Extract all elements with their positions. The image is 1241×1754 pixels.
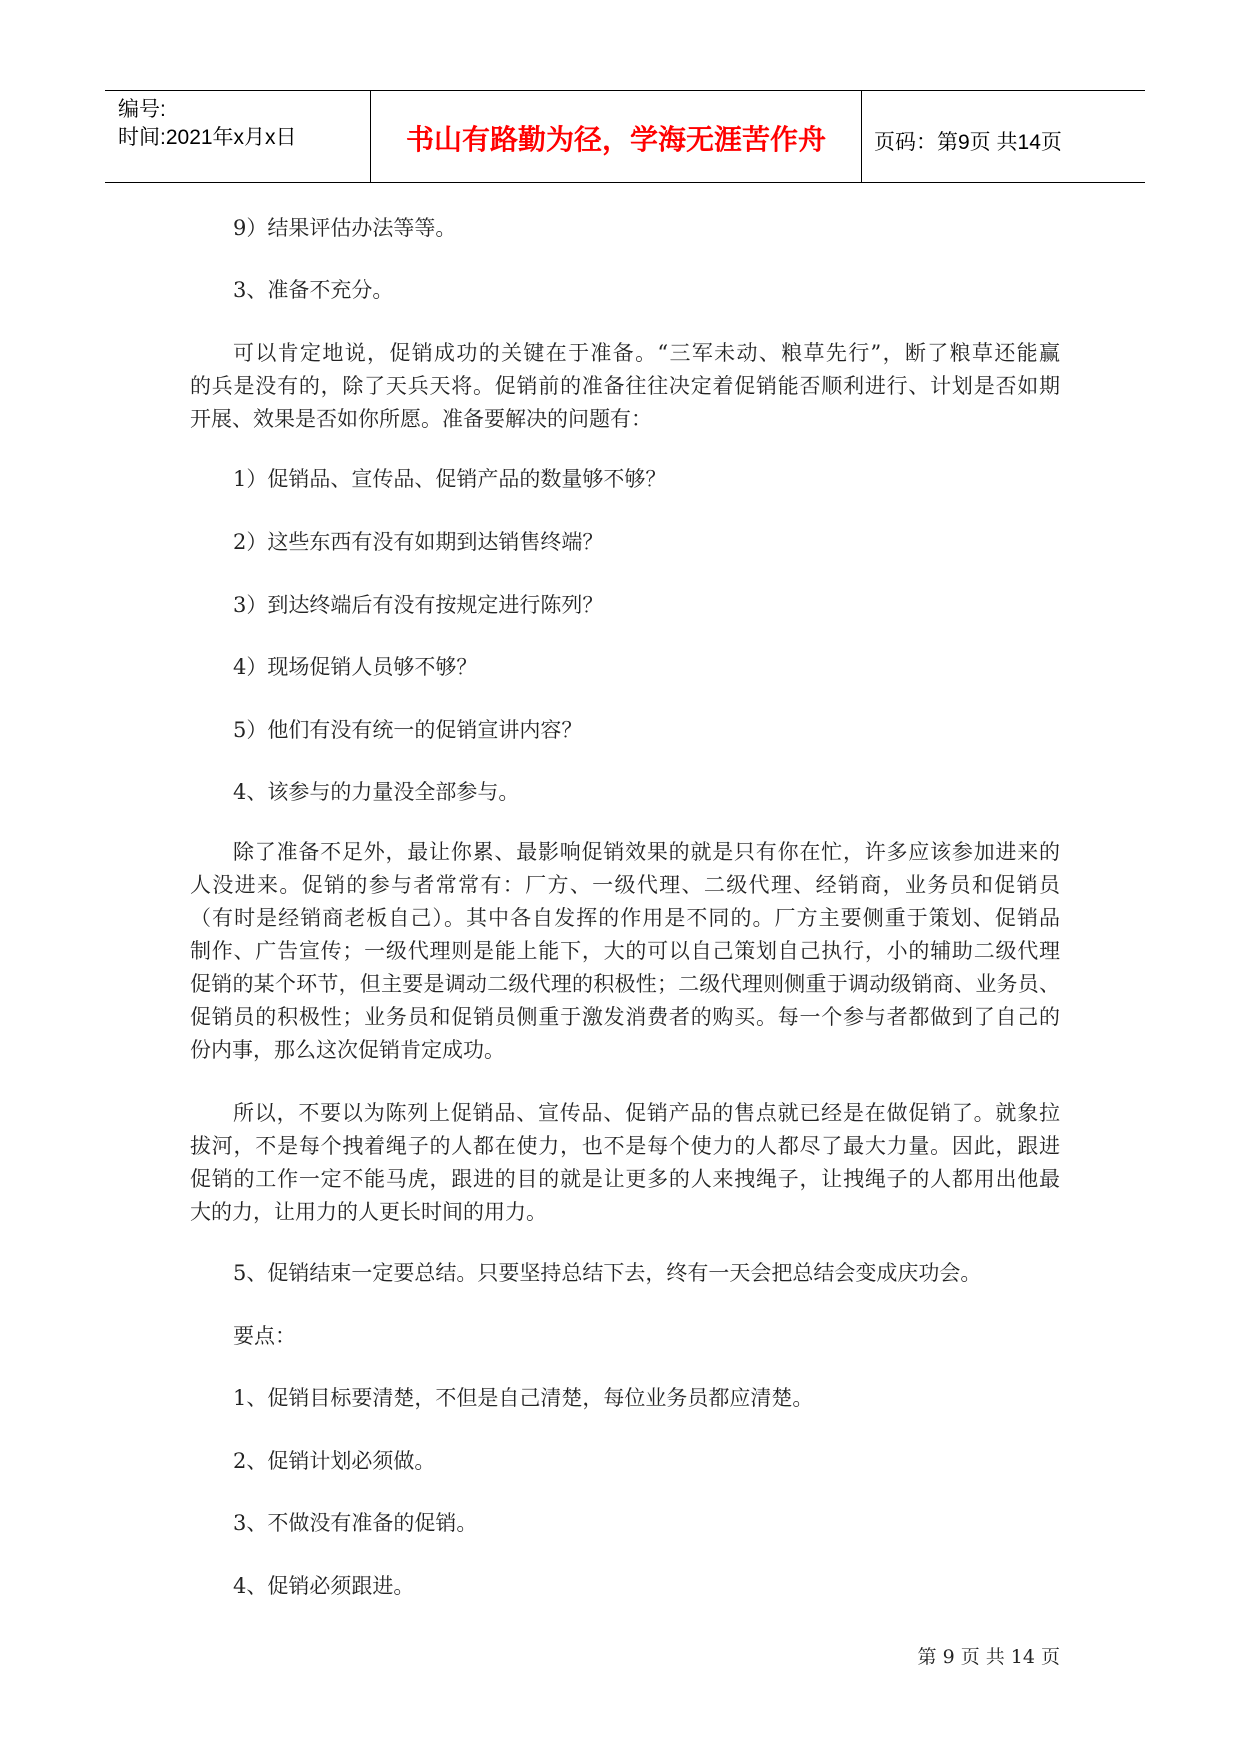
paragraph-line: 大的力，让用力的人更长时间的用力。 — [190, 1200, 547, 1224]
paragraph-line: 的兵是没有的，除了天兵天将。促销前的准备往往决定着促销能否顺利进行、计划是否如期 — [190, 374, 1060, 398]
paragraph-tug-of-war — [190, 1101, 1060, 1233]
section-heading: 5、促销结束一定要总结。只要坚持总结下去，终有一天会把总结会变成庆功会。 — [233, 1261, 982, 1285]
paragraph-line: 促销员的积极性；业务员和促销员侧重于激发消费者的购买。每一个参与者都做到了自己的 — [190, 1005, 1060, 1029]
list-item: 4、促销必须跟进。 — [233, 1574, 415, 1598]
list-item: 2、促销计划必须做。 — [233, 1449, 436, 1473]
list-item: 1、促销目标要清楚，不但是自己清楚，每位业务员都应清楚。 — [233, 1386, 814, 1410]
key-points-label: 要点： — [233, 1324, 296, 1348]
header-top-border — [105, 90, 1145, 91]
paragraph-preparation — [190, 341, 1060, 440]
paragraph-line: 份内事，那么这次促销肯定成功。 — [190, 1038, 505, 1062]
page-footer: 第 9 页 共 14 页 — [917, 1646, 1060, 1668]
paragraph-line: 促销的工作一定不能马虎，跟进的目的就是让更多的人来拽绳子，让拽绳子的人都用出他最 — [190, 1167, 1060, 1191]
list-item: 1）促销品、宣传品、促销产品的数量够不够？ — [233, 467, 667, 491]
list-item: 5）他们有没有统一的促销宣讲内容？ — [233, 718, 583, 742]
list-item: 3、不做没有准备的促销。 — [233, 1511, 478, 1535]
paragraph-line: 除了准备不足外，最让你累、最影响促销效果的就是只有你在忙，许多应该参加进来的 — [233, 840, 1060, 864]
paragraph-line: 促销的某个环节，但主要是调动二级代理的积极性；二级代理则侧重于调动级销商、业务员、 — [190, 972, 1060, 996]
paragraph-line: 可以肯定地说，促销成功的关键在于准备。“三军未动、粮草先行”，断了粮草还能赢 — [233, 341, 1060, 365]
paragraph-line: （有时是经销商老板自己）。其中各自发挥的作用是不同的。厂方主要侧重于策划、促销品 — [190, 906, 1060, 930]
section-heading: 3、准备不充分。 — [233, 278, 394, 302]
list-item: 9）结果评估办法等等。 — [233, 216, 457, 240]
paragraph-line: 所以，不要以为陈列上促销品、宣传品、促销产品的售点就已经是在做促销了。就象拉 — [233, 1101, 1060, 1125]
list-item: 2）这些东西有没有如期到达销售终端？ — [233, 530, 604, 554]
header-page-label: 页码：第9页 共14页 — [874, 131, 1062, 154]
document-number-label: 编号: — [118, 98, 166, 121]
paragraph-line: 制作、广告宣传；一级代理则是能上能下，大的可以自己策划自己执行，小的辅助二级代理 — [190, 939, 1060, 963]
section-heading: 4、该参与的力量没全部参与。 — [233, 780, 520, 804]
header-divider — [861, 90, 862, 182]
header-bottom-border — [105, 182, 1145, 183]
paragraph-participants — [190, 840, 1060, 1071]
paragraph-line: 开展、效果是否如你所愿。准备要解决的问题有： — [190, 407, 652, 431]
paragraph-line: 人没进来。促销的参与者常常有：厂方、一级代理、二级代理、经销商，业务员和促销员 — [190, 873, 1060, 897]
list-item: 4）现场促销人员够不够？ — [233, 655, 478, 679]
document-time-label: 时间:2021年x月x日 — [118, 126, 297, 149]
list-item: 3）到达终端后有没有按规定进行陈列？ — [233, 593, 604, 617]
paragraph-line: 拔河，不是每个拽着绳子的人都在使力，也不是每个使力的人都尽了最大力量。因此，跟进 — [190, 1134, 1060, 1158]
header-motto: 书山有路勤为径，学海无涯苦作舟 — [405, 123, 826, 156]
